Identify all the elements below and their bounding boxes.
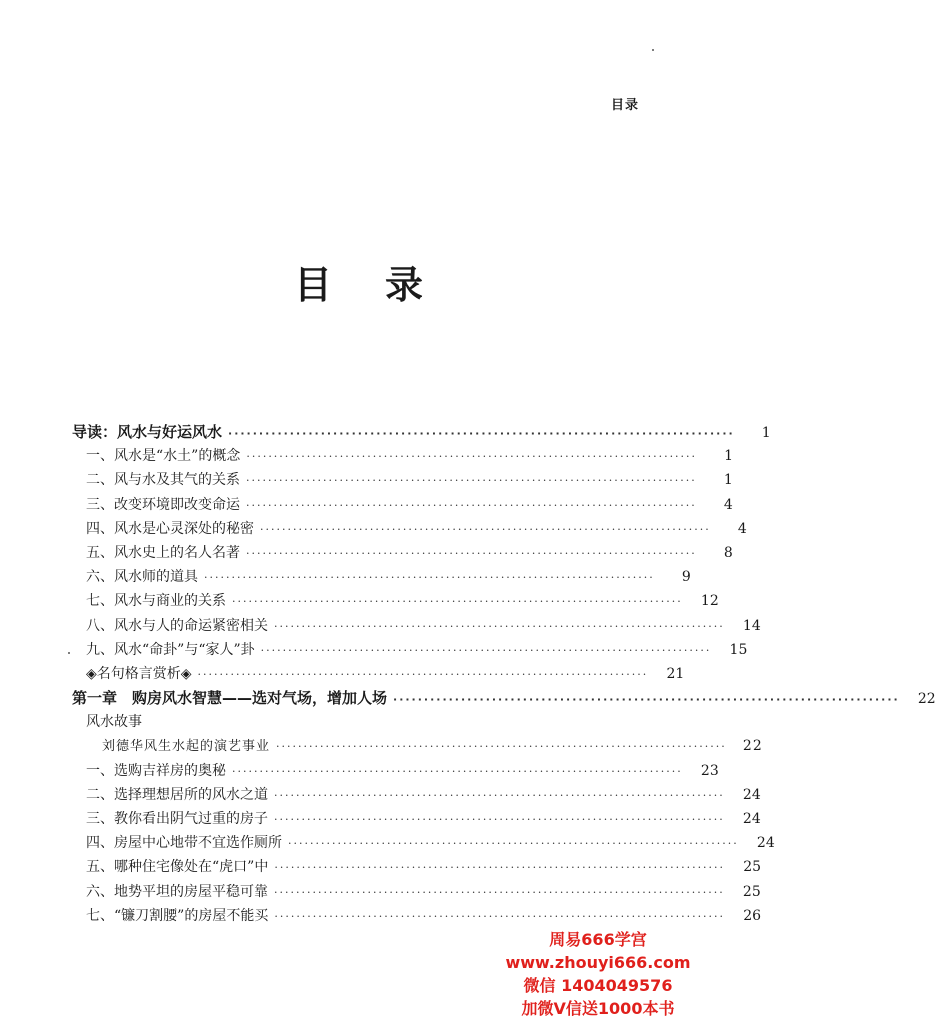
toc-entry-title: 第一章 购房风水智慧——选对气场，增加人场 bbox=[72, 689, 388, 708]
toc-entry-title: 三、改变环境即改变命运 bbox=[86, 496, 240, 513]
toc-entry[interactable] bbox=[72, 615, 761, 639]
toc-entry-title: 七、风水与商业的关系 bbox=[86, 593, 226, 610]
toc-dot-leader: ·················································································· bbox=[274, 788, 725, 802]
toc-entry[interactable] bbox=[72, 590, 719, 614]
toc-dot-leader: ·················································································· bbox=[288, 837, 739, 851]
toc-entry[interactable] bbox=[72, 760, 719, 784]
toc-entry-title: 六、地势平坦的房屋平稳可靠 bbox=[86, 883, 268, 900]
toc-dot-leader: ·················································································· bbox=[232, 595, 683, 609]
table-of-contents bbox=[72, 421, 936, 929]
toc-dot-leader: ·················································································· bbox=[197, 667, 649, 681]
toc-entry[interactable] bbox=[72, 494, 733, 518]
toc-entry[interactable] bbox=[72, 832, 775, 856]
page-title-char-1: 目 bbox=[294, 262, 333, 307]
toc-entry-title: 刘德华风生水起的演艺事业 bbox=[102, 739, 271, 755]
toc-entry-title: 一、风水是“水土”的概念 bbox=[86, 448, 241, 465]
toc-dot-leader: ·················································································· bbox=[274, 813, 725, 826]
toc-entry-title: 四、房屋中心地带不宜选作厕所 bbox=[86, 835, 282, 852]
toc-entry-title: 导读：风水与好运风水 bbox=[72, 423, 223, 441]
toc-dot-leader: ·················································································· bbox=[246, 546, 697, 560]
toc-dot-leader: ·················································································· bbox=[260, 522, 711, 536]
toc-entry-page: 22 bbox=[917, 691, 936, 708]
toc-entry-page: 1 bbox=[723, 472, 733, 489]
toc-entry[interactable] bbox=[72, 881, 761, 905]
watermark-line-4: 加微V信送1000本书 bbox=[521, 999, 675, 1018]
toc-entry-page: 14 bbox=[742, 617, 761, 634]
toc-dot-leader: ·················································································· bbox=[274, 861, 726, 875]
toc-entry-page: 24 bbox=[756, 835, 775, 852]
toc-dot-leader: ·················································································· bbox=[246, 450, 698, 464]
toc-entry-page: 21 bbox=[666, 665, 685, 682]
toc-entry-page: 24 bbox=[742, 811, 761, 827]
toc-entry[interactable] bbox=[72, 808, 761, 832]
watermark bbox=[493, 928, 703, 1020]
toc-entry-page: 23 bbox=[700, 762, 719, 779]
toc-entry[interactable] bbox=[72, 663, 685, 687]
toc-entry[interactable] bbox=[72, 542, 733, 566]
toc-entry[interactable] bbox=[72, 735, 763, 759]
toc-entry-page: 1 bbox=[761, 425, 771, 441]
running-head: 目录 bbox=[610, 98, 639, 113]
toc-entry-title: 三、教你看出阴气过重的房子 bbox=[86, 811, 268, 827]
toc-entry-page: 8 bbox=[723, 544, 733, 561]
toc-entry[interactable] bbox=[72, 518, 747, 542]
toc-entry-page: 26 bbox=[743, 907, 762, 924]
page-title bbox=[0, 254, 717, 307]
toc-entry-page: 15 bbox=[729, 641, 748, 658]
toc-entry-page: 4 bbox=[737, 520, 747, 537]
toc-entry[interactable] bbox=[72, 639, 748, 663]
toc-entry-title: 五、风水史上的名人名著 bbox=[86, 544, 240, 561]
toc-entry-page: 25 bbox=[743, 859, 762, 876]
toc-entry-title: 四、风水是心灵深处的秘密 bbox=[86, 520, 254, 537]
toc-dot-leader: ·················································································· bbox=[204, 571, 655, 585]
toc-entry[interactable] bbox=[72, 687, 936, 711]
toc-entry-title: 八、风水与人的命运紧密相关 bbox=[86, 617, 268, 634]
toc-entry[interactable] bbox=[72, 711, 647, 735]
toc-dot-leader: ·················································································· bbox=[393, 693, 900, 707]
watermark-line-1: 周易666学宫 bbox=[549, 930, 647, 949]
toc-entry[interactable] bbox=[72, 856, 762, 880]
toc-entry-title: 二、风与水及其气的关系 bbox=[86, 472, 240, 489]
toc-entry[interactable] bbox=[72, 445, 734, 469]
toc-dot-leader: ·················································································· bbox=[246, 498, 697, 512]
toc-entry-page: 12 bbox=[700, 593, 719, 610]
watermark-line-3: 微信 1404049576 bbox=[523, 976, 673, 995]
toc-dot-leader: ·················································································· bbox=[274, 909, 726, 923]
toc-entry-page: 22 bbox=[742, 738, 763, 755]
toc-dot-leader: ·················································································· bbox=[274, 885, 725, 899]
toc-entry-page: 1 bbox=[724, 448, 734, 465]
toc-entry-title: ◈名句格言赏析◈ bbox=[86, 665, 192, 682]
page-title-char-2: 录 bbox=[385, 262, 424, 307]
toc-dot-leader: ·················································································· bbox=[260, 643, 712, 657]
toc-entry[interactable] bbox=[72, 905, 762, 929]
toc-entry-title: 一、选购吉祥房的奥秘 bbox=[86, 762, 226, 779]
toc-entry-title: 六、风水师的道具 bbox=[86, 569, 198, 586]
toc-entry-title: 九、风水“命卦”与“家人”卦 bbox=[86, 641, 255, 658]
toc-dot-leader: ·················································································· bbox=[232, 764, 683, 778]
scan-speck bbox=[68, 652, 70, 654]
toc-entry-page: 4 bbox=[723, 496, 733, 513]
toc-entry[interactable] bbox=[72, 469, 733, 493]
toc-entry-title: 七、“镰刀割腰”的房屋不能买 bbox=[86, 907, 269, 924]
scan-speck bbox=[652, 49, 654, 51]
toc-dot-leader: ·················································································· bbox=[276, 740, 727, 754]
toc-dot-leader: ·················································································· bbox=[274, 619, 725, 633]
toc-entry-page: 25 bbox=[742, 883, 761, 900]
toc-entry[interactable] bbox=[72, 566, 691, 590]
toc-entry[interactable] bbox=[72, 784, 761, 808]
toc-entry-title: 五、哪种住宅像处在“虎口”中 bbox=[86, 859, 269, 876]
toc-dot-leader: ·················································································· bbox=[246, 474, 697, 488]
toc-entry-title: 二、选择理想居所的风水之道 bbox=[86, 786, 268, 803]
watermark-line-2: www.zhouyi666.com bbox=[505, 953, 691, 972]
toc-dot-leader: ·················································································· bbox=[228, 427, 735, 440]
toc-entry-title: 风水故事 bbox=[86, 714, 142, 731]
toc-entry[interactable] bbox=[72, 421, 771, 445]
toc-entry-page: 24 bbox=[742, 786, 761, 803]
toc-entry-page: 9 bbox=[681, 569, 691, 586]
